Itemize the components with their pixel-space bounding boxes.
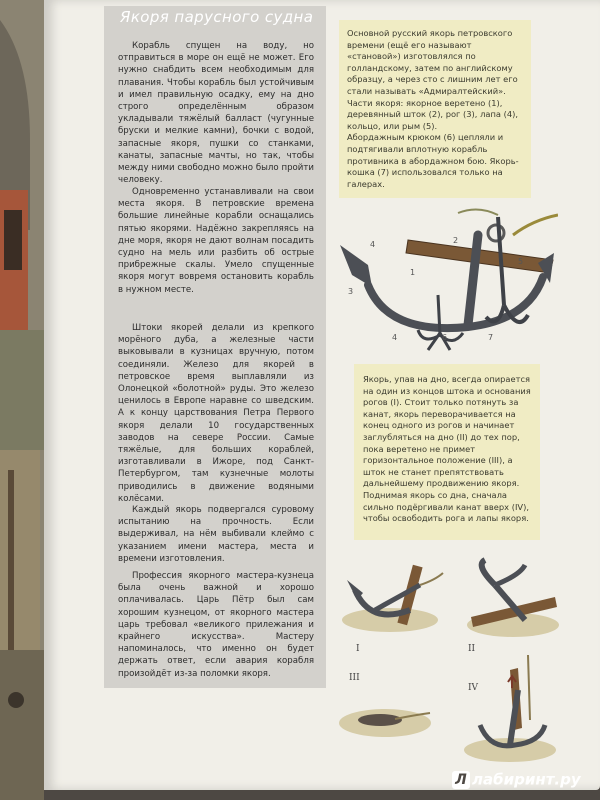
label-2: 2 — [453, 236, 459, 245]
page-title: Якоря парусного судна — [120, 8, 314, 26]
anchor-stage-2-illustration — [465, 555, 560, 640]
anchor-behavior-text: Якорь, упав на дно, всегда опирается на один из концов штока и основания рогов (I). Стоит только потянуть за канат, якорь переворачивается на конец одного из рогов и начинает заглубляться на дно (II) до тех пор, пока веретено не примет горизонтальное положение (III), а шток не станет препятствовать дальнейшему продвижению якоря. Поднимая якорь со дна, сначала сильно подёргивали канат вверх (IV), чтобы освободить рога и лапы якоря. — [363, 374, 531, 524]
label-4-top: 4 — [370, 240, 376, 249]
anchor-stage-3-illustration — [335, 685, 435, 745]
anchor-behavior-box — [354, 364, 540, 540]
label-4-bottom: 4 — [392, 333, 398, 342]
stage-4-label: IV — [468, 683, 479, 693]
label-3: 3 — [348, 287, 354, 296]
anchor-stage-4-illustration — [460, 650, 560, 765]
anchor-info-text-2: Части якоря: якорное веретено (1), деревянный шток (2), рог (3), лапа (4), кольцо, или рым (5). — [347, 97, 518, 131]
labirint-logo-icon: Л — [452, 771, 470, 789]
main-paragraph-1: Корабль спущен на воду, но отправиться в море он ещё не может. Его нужно снабдить всем необходимым для плавания. Чтобы корабль был устойчивым и имел правильную осадку, ему на дно строго определённым образом укладывали тяжёлый балласт (чугунные бруски и мелкие камни), бочки с водой, запасные якоря, пушки со станками, канаты, запасные мачты, но так, чтобы между ними свободно можно было пройти человеку. — [118, 41, 314, 186]
stage-3-label: III — [349, 673, 360, 683]
ship-illustration-fragment — [0, 0, 44, 800]
anchor-stage-1-illustration — [335, 555, 445, 640]
label-6: 6 — [442, 333, 448, 342]
main-paragraph-2: Одновременно устанавливали на свои места якоря. В петровские времена большие линейные корабли оснащались пятью якорями. Надёжно закрепляясь на дне моря, якоря не дают волнам посадить судно на мель или разбить об острые прибрежные скалы. Умело спущенные якоря могут вовремя остановить корабль в нужном месте. — [118, 187, 314, 295]
main-paragraph-4: Каждый якорь подвергался суровому испытанию на прочность. Если выдерживал, на нём выбивали клеймо с указанием имени мастера, места и времени изготовления. — [118, 505, 314, 564]
main-paragraph-3: Штоки якорей делали из крепкого морёного дуба, а железные части выковывали в кузницах вручную, потом соединяли. Железо для якорей в петровское время выплавляли из Олонецкой «болотной» руды. Это железо ценилось в Европе наравне со шведским. А к концу царствования Петра Первого якоря делали 10 государственных заводов на севере России. Самые тяжёлые, для больших кораблей, изготавливали в Ижоре, под Санкт-Петербургом, там кузнечные молоты приводились в движение водяными колёсами. — [118, 323, 314, 504]
stage-2-label: II — [468, 644, 476, 654]
anchor-ring — [488, 225, 504, 241]
anchor-info-text-3: Абордажным крюком (6) цепляли и подтягивали вплотную корабль противника в абордажном бою. Якорь-кошка (7) использовался только на галерах. — [347, 132, 519, 189]
anchor-info-text-1: Основной русский якорь петровского времени (ещё его называют «становой») изготовлялся по голландскому, затем по английскому образцу, а через сто с лишним лет его стали называть «Адмиралтейский». — [347, 28, 518, 96]
previous-page-illustration — [0, 0, 44, 800]
labirint-watermark: Л лабиринт.ру — [452, 770, 581, 789]
label-5: 5 — [518, 257, 524, 266]
anchor-fluke-left — [340, 245, 372, 287]
main-paragraph-5: Профессия якорного мастера-кузнеца была очень важной и хорошо оплачивалась. Царь Пётр был сам хорошим кузнецом, от якорного мастера царь требовал «великого прилежания и крайнего искусства». Мастеру напоминалось, что именно он будет держать ответ, если авария корабля произойдёт из-за поломки якоря. — [118, 571, 314, 679]
stage-1-label: I — [356, 644, 360, 654]
anchor-info-box — [339, 20, 531, 198]
label-1: 1 — [410, 268, 416, 277]
label-7: 7 — [488, 333, 494, 342]
